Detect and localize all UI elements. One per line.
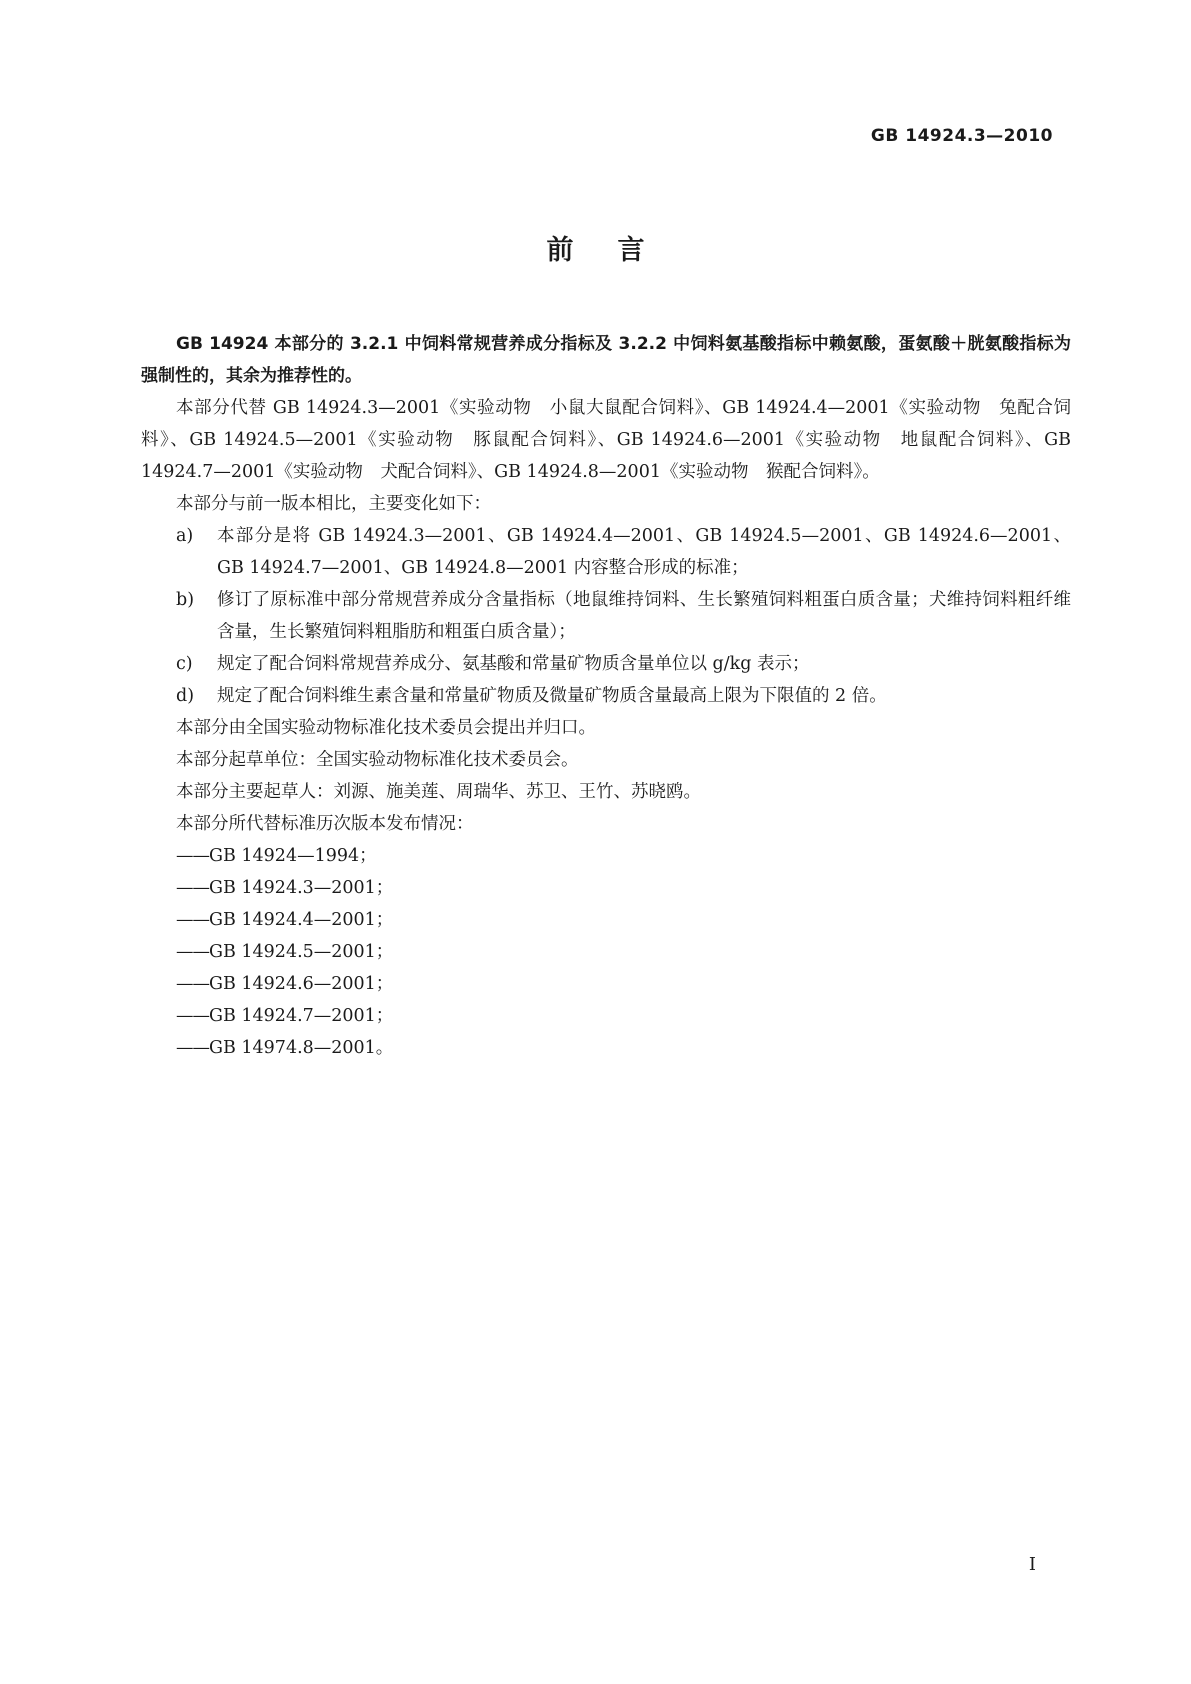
history-entry: GB 14924.5—2001； bbox=[209, 942, 394, 962]
dash-mark: —— bbox=[176, 878, 209, 898]
list-item-text: 规定了配合饲料常规营养成分、氨基酸和常量矿物质含量单位以 g/kg 表示； bbox=[217, 654, 810, 674]
changes-intro: 本部分与前一版本相比，主要变化如下： bbox=[176, 494, 491, 514]
list-item bbox=[141, 936, 1071, 968]
list-item bbox=[141, 1000, 1071, 1032]
history-entry: GB 14924.7—2001； bbox=[209, 1006, 394, 1026]
history-intro: 本部分所代替标准历次版本发布情况： bbox=[176, 814, 474, 834]
dash-mark: —— bbox=[176, 1038, 209, 1058]
list-item bbox=[141, 520, 1071, 584]
list-item bbox=[141, 1032, 1071, 1064]
drafters-statement: 本部分主要起草人：刘源、施美莲、周瑞华、苏卫、王竹、苏晓鸥。 bbox=[176, 782, 701, 802]
foreword-body bbox=[141, 328, 1071, 1064]
history-entry: GB 14924.3—2001； bbox=[209, 878, 394, 898]
history-entry: GB 14924.4—2001； bbox=[209, 910, 394, 930]
list-marker: c) bbox=[176, 654, 193, 674]
page-number: I bbox=[1028, 1554, 1036, 1575]
page-title: 前言 bbox=[546, 235, 689, 266]
changes-list bbox=[141, 520, 1071, 712]
list-item-text: 规定了配合饲料维生素含量和常量矿物质及微量矿物质含量最高上限为下限值的 2 倍。 bbox=[217, 686, 887, 706]
history-entry: GB 14924—1994； bbox=[209, 846, 377, 866]
replaces-statement: 本部分代替 GB 14924.3—2001《实验动物 小鼠大鼠配合饲料》、GB 14924.4—2001《实验动物 兔配合饲料》、GB 14924.5—2001《实验动物 豚鼠配合饲料》、GB 14924.6—2001《实验动物 地鼠配合饲料》、GB 14924.7—2001《实验动物 犬配合饲料》、GB 14924.8—2001《实验动物 猴配合饲料》。 bbox=[141, 398, 1071, 482]
list-item bbox=[141, 904, 1071, 936]
list-item bbox=[141, 872, 1071, 904]
list-item-text: 修订了原标准中部分常规营养成分含量指标（地鼠维持饲料、生长繁殖饲料粗蛋白质含量；犬维持饲料粗纤维含量，生长繁殖饲料粗脂肪和粗蛋白质含量）； bbox=[217, 590, 1071, 642]
list-marker: d) bbox=[176, 686, 195, 706]
mandatory-statement: GB 14924 本部分的 3.2.1 中饲料常规营养成分指标及 3.2.2 中饲料氨基酸指标中赖氨酸，蛋氨酸＋胱氨酸指标为强制性的，其余为推荐性的。 bbox=[141, 334, 1071, 386]
list-item-text: 本部分是将 GB 14924.3—2001、GB 14924.4—2001、GB 14924.5—2001、GB 14924.6—2001、GB 14924.7—2001、GB 14924.8—2001 内容整合形成的标准； bbox=[217, 526, 1071, 578]
history-entry: GB 14924.6—2001； bbox=[209, 974, 394, 994]
dash-mark: —— bbox=[176, 974, 209, 994]
history-entry: GB 14974.8—2001。 bbox=[209, 1038, 394, 1058]
list-marker: b) bbox=[176, 590, 195, 610]
list-item bbox=[141, 840, 1071, 872]
dash-mark: —— bbox=[176, 846, 209, 866]
list-item bbox=[141, 648, 1071, 680]
dash-mark: —— bbox=[176, 910, 209, 930]
list-item bbox=[141, 584, 1071, 648]
standard-code-header: GB 14924.3—2010 bbox=[870, 126, 1053, 146]
proposed-by-statement: 本部分由全国实验动物标准化技术委员会提出并归口。 bbox=[176, 718, 596, 738]
dash-mark: —— bbox=[176, 1006, 209, 1026]
drafting-unit-statement: 本部分起草单位：全国实验动物标准化技术委员会。 bbox=[176, 750, 579, 770]
dash-mark: —— bbox=[176, 942, 209, 962]
list-item bbox=[141, 680, 1071, 712]
history-list bbox=[141, 840, 1071, 1064]
list-item bbox=[141, 968, 1071, 1000]
list-marker: a) bbox=[176, 526, 194, 546]
